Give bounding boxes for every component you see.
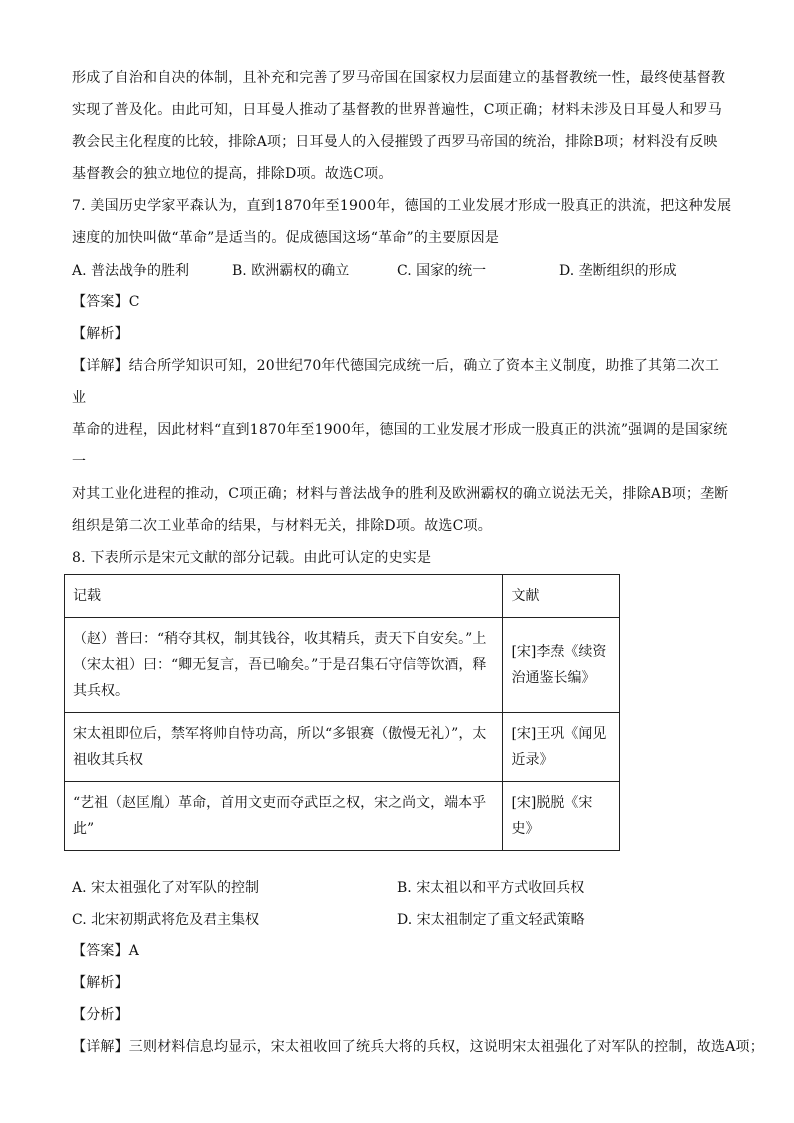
spacer (72, 851, 732, 871)
q8-detail: 【详解】三则材料信息均显示，宋太祖收回了统兵大将的兵权，这说明宋太祖强化了对军队的控制，故选A项； (72, 1039, 764, 1055)
table-cell-source: [宋]李焘《续资治通鉴长编》 (503, 618, 620, 713)
q8-options-row-2 (72, 903, 732, 935)
table-header-source: 文献 (503, 575, 620, 618)
q7-analysis-label: 【解析】 (72, 326, 129, 342)
q7-options (72, 254, 732, 286)
q7-stem-line: 7. 美国历史学家平森认为，直到1870年至1900年，德国的工业发展才形成一股真正的洪流，把这种发展 (72, 198, 732, 214)
q7-option-d: D. 垄断组织的形成 (559, 263, 677, 279)
q7-detail-line: 革命的进程，因此材料“直到1870年至1900年，德国的工业发展才形成一股真正的洪流”强调的是国家统一 (72, 422, 728, 470)
q7-stem-line: 速度的加快叫做“革命”是适当的。促成德国这场“革命”的主要原因是 (72, 230, 500, 246)
table-cell-source: [宋]王巩《闻见近录》 (503, 713, 620, 782)
text-line: 形成了自治和自决的体制，且补充和完善了罗马帝国在国家权力层面建立的基督教统一性，最终使基督教 (72, 70, 726, 86)
table-cell-record: （赵）普曰：“稍夺其权，制其钱谷，收其精兵，责天下自安矣。”上（宋太祖）曰：“卿无复言，吾已喻矣。”于是召集石守信等饮酒，释其兵权。 (65, 618, 503, 713)
q8-option-b: B. 宋太祖以和平方式收回兵权 (397, 880, 585, 896)
table-cell-record: “艺祖（赵匡胤）革命，首用文吏而夺武臣之权，宋之尚文，端本乎此” (65, 782, 503, 851)
q8-stem: 8. 下表所示是宋元文献的部分记载。由此可认定的史实是 (72, 550, 432, 566)
text-line: 基督教会的独立地位的提高，排除D项。故选C项。 (72, 166, 393, 182)
table-cell-record: 宋太祖即位后，禁军将帅自恃功高，所以“多银赛（傲慢无礼）”，太祖收其兵权 (65, 713, 503, 782)
q8-fenxi-label: 【分析】 (72, 1007, 129, 1023)
question-7 (72, 190, 732, 542)
q6-explanation-tail (72, 62, 732, 190)
document-page (72, 62, 764, 1063)
records-table (64, 574, 620, 851)
q7-detail-line: 组织是第二次工业革命的结果，与材料无关，排除D项。故选C项。 (72, 518, 492, 534)
q7-option-a: A. 普法战争的胜利 (72, 263, 190, 279)
table-row (65, 782, 620, 851)
q8-option-a: A. 宋太祖强化了对军队的控制 (72, 880, 260, 896)
q7-answer: 【答案】C (72, 294, 140, 310)
q8-option-d: D. 宋太祖制定了重文轻武策略 (397, 912, 585, 928)
table-row (65, 618, 620, 713)
text-line: 教会民主化程度的比较，排除A项；日耳曼人的入侵摧毁了西罗马帝国的统治，排除B项；材料没有反映 (72, 134, 718, 150)
question-8 (72, 542, 764, 1063)
table-row (65, 713, 620, 782)
q8-option-c: C. 北宋初期武将危及君主集权 (72, 912, 260, 928)
q7-option-b: B. 欧洲霸权的确立 (232, 263, 350, 279)
q8-answer: 【答案】A (72, 943, 140, 959)
table-header-record: 记载 (65, 575, 503, 618)
q7-option-c: C. 国家的统一 (397, 263, 487, 279)
q8-analysis-label: 【解析】 (72, 975, 129, 991)
table-cell-source: [宋]脱脱《宋史》 (503, 782, 620, 851)
q8-options-row-1 (72, 871, 732, 903)
text-line: 实现了普及化。由此可知，日耳曼人推动了基督教的世界普遍性，C项正确；材料未涉及日耳曼人和罗马 (72, 102, 722, 118)
q7-detail-line: 【详解】结合所学知识可知，20世纪70年代德国完成统一后，确立了资本主义制度，助推了其第二次工业 (72, 358, 720, 406)
q7-detail-line: 对其工业化进程的推动，C项正确；材料与普法战争的胜利及欧洲霸权的确立说法无关，排除AB项；垄断 (72, 486, 729, 502)
table-header-row (65, 575, 620, 618)
